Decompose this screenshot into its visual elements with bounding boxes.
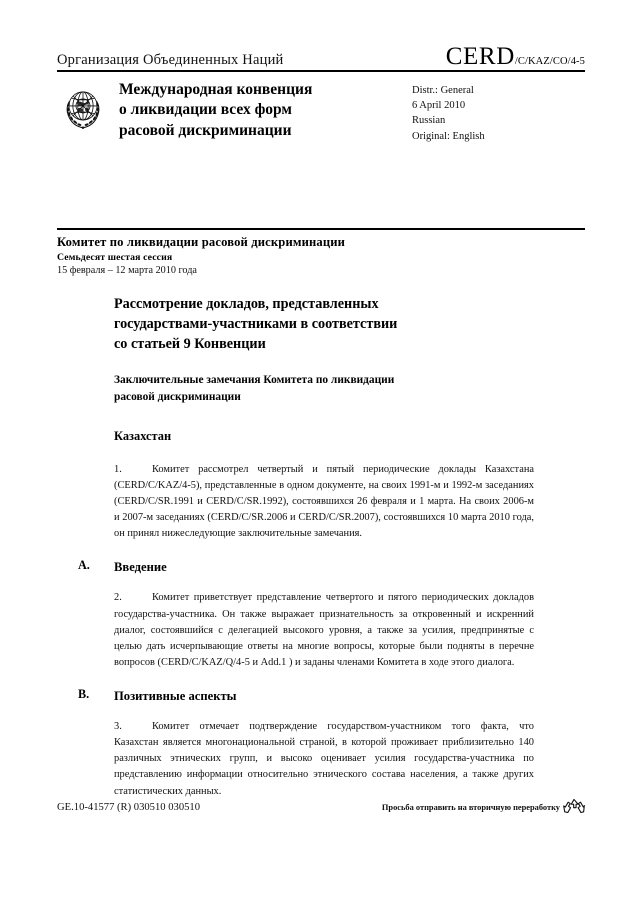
- page-subtitle-line-2: расовой дискриминации: [114, 390, 241, 403]
- session-dates: 15 февраля – 12 марта 2010 года: [57, 265, 197, 276]
- masthead-divider: [57, 228, 585, 230]
- recycle-icon: [563, 796, 585, 818]
- paragraph: [114, 719, 534, 800]
- paragraph: [114, 590, 534, 671]
- country-heading: Казахстан: [114, 428, 172, 443]
- document-symbol: [446, 44, 585, 69]
- masthead: [57, 80, 585, 144]
- document-id: GE.10-41577 (R) 030510 030510: [57, 801, 201, 813]
- convention-title: [119, 80, 404, 141]
- session-number: Семьдесят шестая сессия: [57, 252, 173, 263]
- paragraph-text: Комитет приветствует представление четвертого и пятого периодических докладов государства-участника. Он также выражает признательность за откровенный и искренний диалог, состоявшийся с делегацией высокого уровня, а также за усилия, предпринятые с целью дать исчерпывающие ответы на многие вопросы, которые были подняты в перечне вопросов (CERD/C/KAZ/Q/4-5 и Add.1 ) и заданы членами Комитета в ходе этого диалога.: [114, 592, 534, 668]
- page-title: [114, 294, 534, 354]
- page-subtitle-line-1: Заключительные замечания Комитета по ликвидации: [114, 374, 395, 387]
- paragraph-number: 1.: [114, 463, 122, 475]
- document-symbol-suffix: /C/KAZ/CO/4-5: [514, 56, 585, 67]
- document-symbol-main: CERD: [445, 43, 515, 70]
- paragraph: [114, 462, 534, 543]
- page-title-line-1: Рассмотрение докладов, представленных: [114, 296, 379, 312]
- section-letter: B.: [78, 687, 90, 702]
- paragraph-number: 3.: [114, 721, 122, 733]
- paragraph-text: Комитет рассмотрел четвертый и пятый периодические доклады Казахстана (CERD/C/KAZ/4-5), представленные в одном документе, на своих 1991-м и 1992-м заседаниях (CERD/C/SR.1991 и CERD/C/SR.1992), состоявшихся 26 февраля и 1 марта. На своих 2006-м и 2007-м заседаниях (CERD/C/SR.2006 и CERD/C/SR.2007), состоявшихся 10 марта 2010 года, он принял нижеследующие заключительные замечания.: [114, 463, 534, 540]
- section-heading-a: [78, 558, 534, 576]
- document-body: [78, 294, 534, 816]
- document-date: 6 April 2010: [412, 100, 466, 112]
- recycle-label: Просьба отправить на вторичную переработку: [381, 802, 560, 812]
- header-divider: [57, 70, 585, 72]
- distribution-block: [412, 80, 485, 144]
- document-language: Russian: [412, 115, 446, 127]
- original-language: Original: English: [412, 130, 485, 142]
- page-title-line-3: со статьей 9 Конвенции: [114, 336, 266, 353]
- section-heading-b: [78, 687, 534, 705]
- page-subtitle: [114, 372, 534, 404]
- convention-title-line-2: о ликвидации всех форм: [119, 101, 292, 119]
- section-letter: A.: [78, 558, 90, 573]
- section-title: Введение: [114, 560, 167, 575]
- organization-name: Организация Объединенных Наций: [57, 52, 284, 68]
- distribution-type: Distr.: General: [412, 85, 474, 96]
- recycle-note: [382, 796, 585, 818]
- document-header: [57, 44, 585, 69]
- convention-title-line-3: расовой дискриминации: [119, 121, 292, 139]
- paragraph-number: 2.: [114, 592, 122, 604]
- un-emblem-icon: [57, 82, 109, 134]
- committee-block: [57, 235, 585, 276]
- convention-title-line-1: Международная конвенция: [119, 81, 313, 98]
- paragraph-text: Комитет отмечает подтверждение государством-участником того факта, что Казахстан является многонациональной страной, в которой проживает приблизительно 140 различных этнических групп, и высоко оценивает усилия государства-участника по представлению информации относительно этнического состава населения, а также других статистических данных.: [114, 721, 534, 797]
- document-footer: [57, 796, 585, 818]
- section-title: Позитивные аспекты: [114, 689, 237, 704]
- committee-name: Комитет по ликвидации расовой дискриминации: [57, 235, 346, 249]
- page-title-line-2: государствами-участниками в соответствии: [114, 316, 398, 333]
